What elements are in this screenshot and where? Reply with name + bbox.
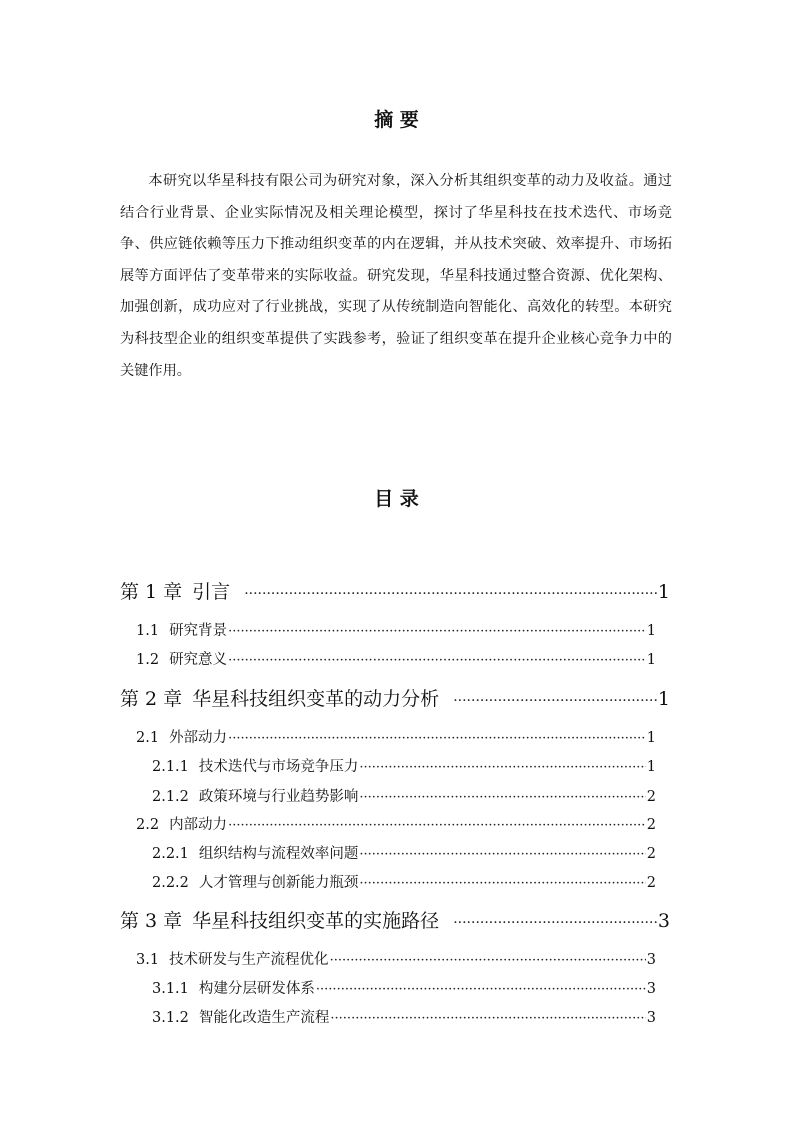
toc-entry-number: 2.2 (136, 817, 160, 833)
toc-dot-leader (228, 818, 646, 833)
toc-entry-title: 构建分层研发体系 (198, 981, 315, 997)
toc-entry-page: 3 (657, 910, 670, 932)
toc-dot-leader (453, 915, 657, 931)
toc-entry-title: 研究意义 (169, 652, 228, 668)
toc-entry-title: 政策环境与行业趋势影响 (198, 789, 359, 805)
toc-entry-title: 智能化改造生产流程 (198, 1010, 330, 1026)
toc-entry-number: 2.1.1 (152, 759, 189, 775)
toc-entry-page: 3 (646, 952, 656, 968)
toc-entry-2-1-1[interactable] (152, 755, 656, 776)
toc-entry-2-2-2[interactable] (152, 871, 656, 892)
toc-entry-title: 华星科技组织变革的实施路径 (192, 910, 440, 932)
toc-dot-leader (330, 1011, 645, 1026)
toc-entry-number: 3.1.1 (152, 981, 189, 997)
toc-entry-number: 1.1 (136, 623, 160, 639)
toc-entry-3-1-1[interactable] (152, 977, 656, 998)
toc-entry-page: 1 (657, 581, 670, 603)
abstract-body: 本研究以华星科技有限公司为研究对象，深入分析其组织变革的动力及收益。通过结合行业背景、企业实际情况及相关理论模型，探讨了华星科技在技术迭代、市场竞争、供应链依赖等压力下推动组织变革的内在逻辑，并从技术突破、效率提升、市场拓展等方面评估了变革带来的实际收益。研究发现，华星科技通过整合资源、优化架构、加强创新，成功应对了行业挑战，实现了从传统制造向智能化、高效化的转型。本研究为科技型企业的组织变革提供了实践参考，验证了组织变革在提升企业核心竞争力中的关键作用。 (120, 173, 672, 379)
toc-entry-2-2[interactable] (136, 813, 656, 834)
toc-dot-leader (228, 653, 646, 668)
toc-entry-number: 3.1.2 (152, 1010, 189, 1026)
toc-entry-chapter-1[interactable] (120, 577, 670, 604)
toc-entry-page: 3 (646, 1010, 656, 1026)
toc-entry-3-1[interactable] (136, 948, 656, 969)
toc-entry-number: 2.1.2 (152, 789, 189, 805)
toc-entry-title: 华星科技组织变革的动力分析 (192, 688, 440, 710)
toc-entry-number: 2.2.1 (152, 846, 189, 862)
toc-title: 目 录 (374, 488, 419, 510)
toc-entry-title: 研究背景 (169, 623, 228, 639)
toc-entry-3-1-2[interactable] (152, 1006, 656, 1027)
toc-entry-number: 第 3 章 (120, 910, 183, 932)
toc-entry-page: 2 (646, 817, 656, 833)
toc-dot-leader (359, 876, 645, 891)
toc-dot-leader (359, 760, 645, 775)
toc-entry-page: 3 (646, 981, 656, 997)
toc-entry-page: 2 (646, 846, 656, 862)
toc-entry-number: 1.2 (136, 652, 160, 668)
toc-entry-number: 2.2.2 (152, 875, 189, 891)
toc-dot-leader (228, 731, 646, 746)
toc-dot-leader (453, 693, 657, 709)
toc-entry-2-2-1[interactable] (152, 842, 656, 863)
toc-entry-1-2[interactable] (136, 648, 656, 669)
toc-entry-page: 1 (646, 652, 656, 668)
toc-dot-leader (244, 586, 657, 602)
toc-entry-page: 1 (646, 759, 656, 775)
abstract-title: 摘 要 (374, 109, 419, 131)
toc-entry-title: 技术研发与生产流程优化 (169, 952, 329, 968)
toc-entry-title: 技术迭代与市场竞争压力 (198, 759, 359, 775)
toc-entry-title: 内部动力 (169, 817, 228, 833)
toc-entry-2-1[interactable] (136, 726, 656, 747)
toc-entry-chapter-3[interactable] (120, 906, 670, 933)
toc-dot-leader (228, 624, 646, 639)
toc-entry-title: 人才管理与创新能力瓶颈 (198, 875, 359, 891)
toc-entry-number: 3.1 (136, 952, 160, 968)
toc-dot-leader (330, 953, 646, 968)
toc-entry-page: 1 (657, 688, 670, 710)
toc-dot-leader (359, 790, 645, 805)
toc-entry-title: 外部动力 (169, 730, 228, 746)
toc-entry-2-1-2[interactable] (152, 785, 656, 806)
toc-entry-number: 第 1 章 (120, 581, 183, 603)
toc-entry-page: 1 (646, 730, 656, 746)
toc-entry-page: 2 (646, 789, 656, 805)
toc-entry-title: 组织结构与流程效率问题 (198, 846, 359, 862)
toc-entry-number: 2.1 (136, 730, 160, 746)
toc-entry-1-1[interactable] (136, 619, 656, 640)
toc-entry-title: 引言 (192, 581, 231, 603)
toc-dot-leader (316, 982, 646, 997)
toc-entry-page: 2 (646, 875, 656, 891)
toc-entry-chapter-2[interactable] (120, 684, 670, 711)
toc-dot-leader (359, 847, 645, 862)
toc-entry-number: 第 2 章 (120, 688, 183, 710)
toc-entry-page: 1 (646, 623, 656, 639)
